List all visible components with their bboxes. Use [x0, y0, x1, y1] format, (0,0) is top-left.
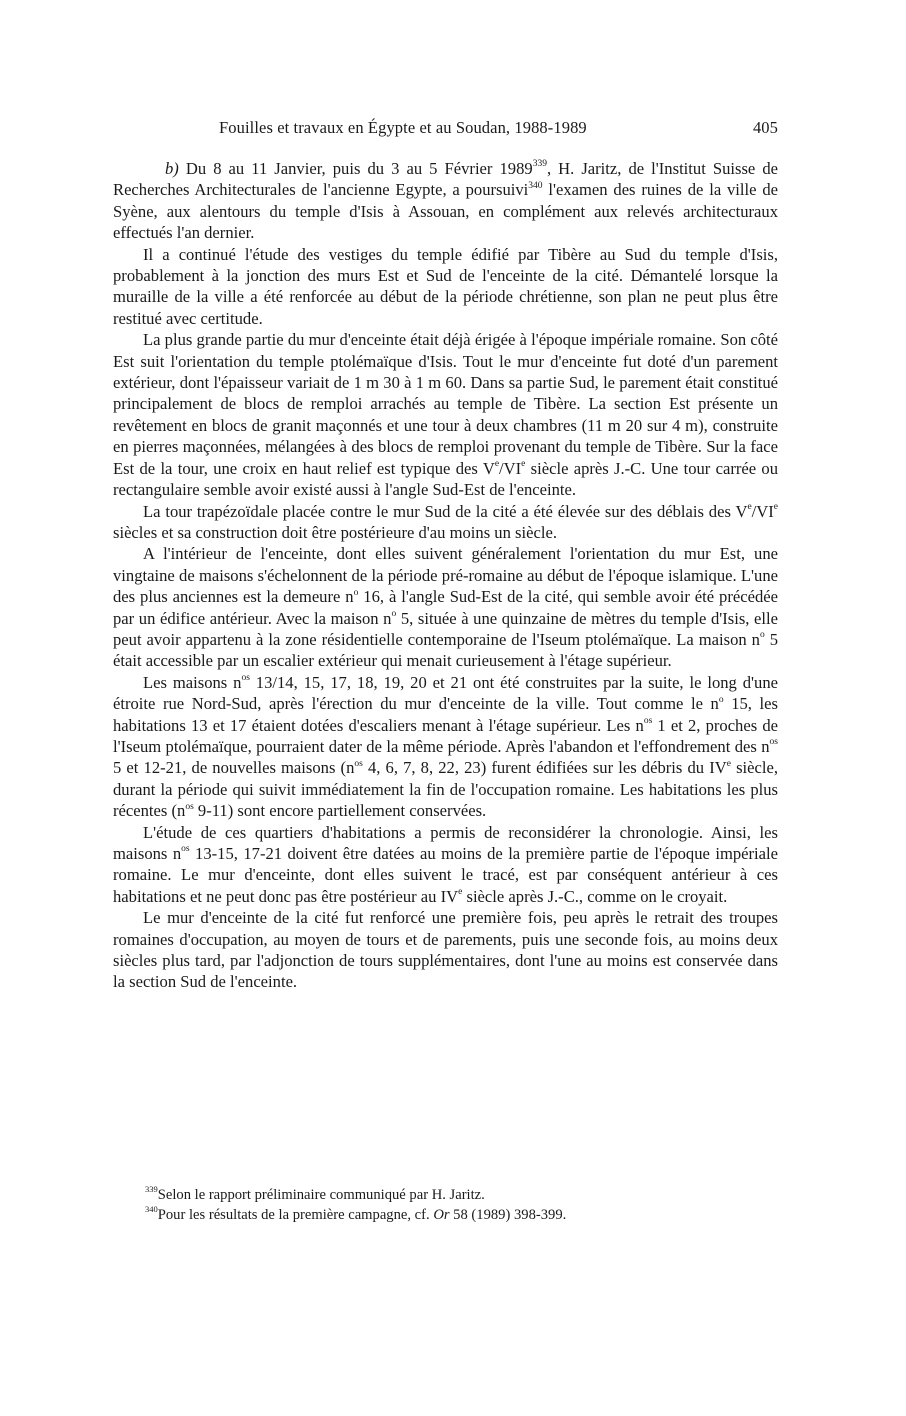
- journal-abbrev: Or: [433, 1206, 450, 1223]
- footnote-number: 340: [145, 1203, 158, 1214]
- paragraph-2: Il a continué l'étude des vestiges du temple édifié par Tibère au Sud du temple d'Isis, probablement à la jonction des murs Est et Sud de l'enceinte de la cité. Démantelé lorsque la muraille de la ville a été renforcée au début de la période chrétienne, son plan ne peut plus être restitué avec certitude.: [113, 244, 778, 328]
- paragraph-3: La plus grande partie du mur d'enceinte était déjà érigée à l'époque impériale romaine. Son côté Est suit l'orientation du temple ptolémaïque d'Isis. Tout le mur d'enceinte fut doté d'un parement extérieur, dont l'épaisseur variait de 1 m 30 à 1 m 60. Dans sa partie Sud, le parement était constitué principalement de blocs de remploi arrachés au temple de Tibère. La section Est présente un revêtement en blocs de granit maçonnés et une tour à deux chambres (11 m 20 sur 4 m), construite en pierres maçonnées, mélangées à des blocs de remploi provenant du temple de Tibère. Sur la face Est de la tour, une croix en haut relief est typique des Ve/VIe siècle après J.-C. Une tour carrée ou rectangulaire semble avoir existé aussi à l'angle Sud-Est de l'enceinte.: [113, 330, 779, 500]
- paragraph-5: A l'intérieur de l'enceinte, dont elles suivent généralement l'orientation du mur Est, une vingtaine de maisons s'échelonnent de la période pré-romaine au début de l'époque islamique. L'une des plus anciennes est la demeure $n^o$ 16, à l'angle Sud-Est de la cité, qui semble avoir été précédée par un édifice antérieur. Avec la maison $n^o$ 5, située à une quinzaine de mètres du temple d'Isis, elle peut avoir appartenu à la zone résidentielle contemporaine de l'Iseum ptolémaïque. La maison $n^o$ 5 était accessible par un escalier extérieur qui menait curieusement à l'étage supérieur.: [113, 544, 778, 671]
- body-text: [113, 158, 778, 993]
- footnotes: [145, 1186, 785, 1225]
- footnote-ref-340[interactable]: 340: [528, 180, 543, 191]
- paragraph-6: Les maisons $n^{os}$ 13/14, 15, 17, 18, 19, 20 et 21 ont été construites par la suite, le long d'une étroite rue Nord-Sud, après l'érection du mur d'enceinte de la ville. Tout comme le $n^o$ 15, les habitations 13 et 17 étaient dotées d'escaliers menant à l'étage supérieur. Les $n^{os}$ 1 et 2, proches de l'Iseum ptolémaïque, pourraient dater de la même période. Après l'abandon et l'effondrement des $n^{os}$ 5 et 12-21, de nouvelles maisons ($n^{os}$ 4, 6, 7, 8, 22, 23) furent édifiées sur les débris du IVe siècle, durant la période qui suivit immédiatement la fin de l'occupation romaine. Les habitations les plus récentes ($n^{os}$ 9-11) sont encore partiellement conservées.: [113, 672, 778, 821]
- footnote-340: $^{340}$Pour les résultats de la première campagne, cf. Or 58 (1989) 398-399.: [145, 1203, 567, 1223]
- footnote-339: $^{339}$Selon le rapport préliminaire communiqué par H. Jaritz.: [145, 1184, 485, 1203]
- running-header: [113, 118, 778, 142]
- footnote-number: 339: [145, 1184, 158, 1195]
- page-number: 405: [752, 118, 778, 137]
- paragraph-1: b) Du 8 au 11 Janvier, puis du 3 au 5 Février 1989$^{339}$, H. Jaritz, de l'Institut Suisse de Recherches Architecturales de l'ancienne Egypte, a poursuivi$^{340}$ l'examen des ruines de la ville de Syène, aux alentours du temple d'Isis à Assouan, en complément aux relevés architecturaux effectués l'an dernier.: [113, 159, 778, 243]
- running-title: Fouilles et travaux en Égypte et au Soudan, 1988-1989: [219, 118, 587, 137]
- footnote-ref-339[interactable]: 339: [532, 159, 547, 170]
- enumeration-label: b): [165, 159, 179, 178]
- paragraph-7: L'étude de ces quartiers d'habitations a permis de reconsidérer la chronologie. Ainsi, les maisons $n^{os}$ 13-15, 17-21 doivent être datées au moins de la première partie de l'époque impériale romaine. Le mur d'enceinte, dont elles suivent le tracé, est par conséquent antérieur à ces habitations et ne peut donc pas être postérieur au IVe siècle après J.-C., comme on le croyait.: [113, 822, 778, 906]
- paragraph-8: Le mur d'enceinte de la cité fut renforcé une première fois, peu après le retrait des troupes romaines d'occupation, au moyen de tours et de parements, puis une seconde fois, au moins deux siècles plus tard, par l'adjonction de tours supplémentaires, dont l'une au moins est conservée dans la section Sud de l'enceinte.: [113, 908, 778, 992]
- paragraph-4: La tour trapézoïdale placée contre le mur Sud de la cité a été élevée sur des déblais des Ve/VIe siècles et sa construction doit être postérieure d'au moins un siècle.: [113, 501, 778, 542]
- page: [113, 118, 778, 993]
